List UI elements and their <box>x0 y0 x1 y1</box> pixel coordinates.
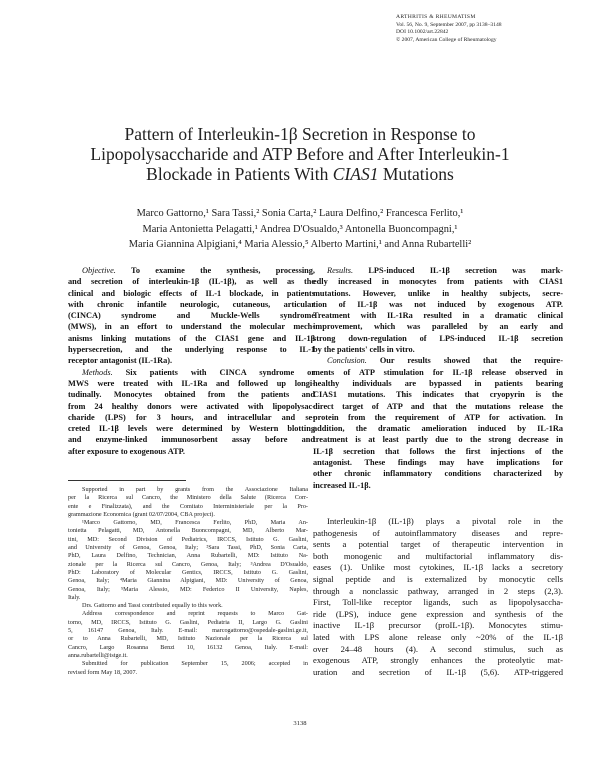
body-line: eases (1). Unlike most cytokines, IL-1β lacks a secretory <box>313 562 563 573</box>
abstract-line: treatment is at least partly due to the strong decrease in <box>313 435 563 445</box>
journal-volume: Vol. 56, No. 9, September 2007, pp 3138–3148 <box>396 21 502 28</box>
introduction-text <box>313 516 563 678</box>
footnote-line: tonietta Pelagatti, MD, Antonella Buoncompagni, MD, Alberto Mar- <box>68 527 308 535</box>
abstract-line: after exposure to exogenous ATP. <box>68 446 185 456</box>
abstract-line: hypersecretion, and the underlying response to IL-1 <box>68 345 315 355</box>
body-line: exogenous ATP, strongly enhances the proteolytic mat- <box>313 655 563 666</box>
journal-doi: DOI 10.1002/art.22842 <box>396 29 449 36</box>
abstract-left-column <box>68 265 315 457</box>
abstract-line: MWS were treated with IL-1Ra and followed up longi- <box>68 378 315 388</box>
abstract-left-text <box>68 265 315 457</box>
abstract-line: strong down-regulation of LPS-induced IL-1β secretion <box>313 333 563 343</box>
footnote-line: ente e Finalizzata), and the Comitato Interministeriale per la Pro- <box>68 502 308 510</box>
footnote-line: or to Anna Rubartelli, MD, Istituto Nazionale per la Ricerca sul <box>68 635 308 643</box>
abstract-section-label: Objective. <box>82 266 116 275</box>
title-line-3: Blockade in Patients With CIAS1 Mutations <box>146 164 454 184</box>
footnote-line: Genoa, Italy; ⁴Maria Giannina Alpigiani, MD: University of Genoa, <box>68 577 308 585</box>
footnote-line: PhD, Laura Delfino, Technician, Anna Rubartelli, MD: Istituto Na- <box>68 552 308 560</box>
abstract-line: direct target of ATP and that the mutations release the <box>313 401 563 411</box>
authors-line-2: Maria Antonietta Pelagatti,¹ Andrea D'Osualdo,³ Antonella Buoncompagni,¹ <box>142 223 458 235</box>
journal-header <box>396 14 596 44</box>
abstract-line: antagonist. These findings may have implications for <box>313 458 563 468</box>
abstract-line: Methods. Six patients with CINCA syndrome or <box>82 367 315 377</box>
body-line: First, Toll-like receptor ligands, such as lipopolysaccha- <box>313 597 563 608</box>
footnote-line: Italy. <box>68 593 81 601</box>
article-title <box>40 124 560 184</box>
body-line: Interleukin-1β (IL-1β) plays a pivotal role in the <box>327 516 563 526</box>
body-line: pathogenesis of autoinflammatory diseases and repre- <box>313 527 563 538</box>
abstract-right-column <box>313 265 563 491</box>
footnote-line: revised form May 18, 2007. <box>68 668 138 676</box>
footnote-divider <box>68 480 186 481</box>
footnotes <box>68 480 308 677</box>
journal-copyright: © 2007, American College of Rheumatology <box>396 36 497 43</box>
footnote-line: Cancro, Largo Rosanna Benzi 10, 16132 Genoa, Italy. E-mail: <box>68 643 308 651</box>
abstract-line: tudinally. Monocytes obtained from the patients and <box>68 390 315 400</box>
abstract-line: protein from the requirement of ATP for activation. In <box>313 412 563 422</box>
title-line-2: Lipopolysaccharide and ATP Before and After Interleukin-1 <box>90 144 510 164</box>
body-line: ride (LPS), induce gene expression and synthesis of the <box>313 608 563 619</box>
abstract-line: tion of IL-1β was not induced by exogenous ATP. <box>313 299 563 309</box>
footnote-line: zionale per la Ricerca sul Cancro, Genoa, Italy; ³Andrea D'Osualdo, <box>68 560 308 568</box>
abstract-right-text <box>313 265 563 491</box>
footnote-line: Drs. Gattorno and Tassi contributed equally to this work. <box>82 602 223 610</box>
abstract-section-label: Methods. <box>82 367 113 377</box>
abstract-line: edly increased in monocytes from patients with CIAS1 <box>313 277 563 287</box>
abstract-line: other chronic inflammatory conditions characterized by <box>313 469 563 479</box>
body-line: lated with LPS alone release only ~20% of the IL-1β <box>313 631 563 642</box>
abstract-line: IL-1β secretion that follows the first injections of the <box>313 446 563 456</box>
body-line: signal peptide and is externalized by monocytic cells <box>313 573 563 584</box>
abstract-line: Results. LPS-induced IL-1β secretion was mark- <box>327 266 563 275</box>
body-line: both monogenic and multifactorial inflammatory dis- <box>313 550 563 561</box>
abstract-line: ments of ATP stimulation for IL-1β release observed in <box>313 367 563 377</box>
abstract-line: addition, the dramatic amelioration induced by IL-1Ra <box>313 424 563 434</box>
abstract-line: creted IL-1β levels were determined by Western blotting <box>68 424 315 434</box>
abstract-line: clinical and biologic effects of IL-1 blockade, in patients <box>68 288 315 298</box>
abstract-line: healthy individuals are bypassed in patients bearing <box>313 378 563 388</box>
footnote-line: 5, 16147 Genoa, Italy. E-mail: marcogattorno@ospedale-gaslini.ge.it, <box>68 627 308 635</box>
author-list <box>40 206 560 253</box>
abstract-line: (MWS), in an effort to understand the molecular mech- <box>68 322 315 332</box>
body-line: sents a potential target of therapeutic intervention in <box>313 539 563 550</box>
authors-line-1: Marco Gattorno,¹ Sara Tassi,² Sonia Carta,² Laura Delfino,² Francesca Ferlito,¹ <box>136 208 464 219</box>
abstract-line: Conclusion. Our results showed that the require- <box>327 356 563 366</box>
footnote-line: Genoa, Italy; ⁵Maria Alessio, MD: Federico II University, Naples, <box>68 585 308 593</box>
abstract-line: charide (LPS) for 3 hours, and intracellular and se- <box>68 412 315 422</box>
abstract-line: and secretion of interleukin-1β (IL-1β), as well as the <box>68 277 315 287</box>
footnote-text <box>68 486 308 677</box>
abstract-line: improvement, which was paralleled by an early and <box>313 322 563 332</box>
footnote-line: grammazione Economica (grant 02/07/2004, CBA project). <box>68 510 215 518</box>
footnote-line: anna.rubartelli@istge.it. <box>68 651 128 659</box>
abstract-line: by the patients' cells in vitro. <box>313 345 415 355</box>
footnote-line: Submitted for publication September 15, 2006; accepted in <box>82 660 308 668</box>
abstract-section-label: Results. <box>327 266 354 275</box>
abstract-line: increased IL-1β. <box>313 480 371 490</box>
journal-name: ARTHRITIS & RHEUMATISM <box>396 14 476 20</box>
footnote-line: ¹Marco Gattorno, MD, Francesca Ferlito, PhD, Maria An- <box>82 519 308 527</box>
abstract-line: and enzyme-linked immunosorbent assay before and <box>68 435 315 445</box>
footnote-line: tini, MD: Second Division of Pediatrics, IRCCS, Istituto G. Gaslini, <box>68 535 308 543</box>
abstract-line: (CINCA) syndrome and Muckle-Wells syndrome <box>68 311 315 321</box>
body-line: inactive IL-1β precursor (proIL-1β). Monocytes stimu- <box>313 620 563 631</box>
footnote-line: Address correspondence and reprint requests to Marco Gat- <box>82 610 308 618</box>
footnote-line: Supported in part by grants from the Associazione Italiana <box>82 486 308 493</box>
abstract-line: Treatment with IL-1Ra resulted in a dramatic clinical <box>313 311 563 321</box>
abstract-line: from 24 healthy donors were activated with lipopolysac- <box>68 401 315 411</box>
footnote-line: torno, MD, IRCCS, Istituto G. Gaslini, Pediatria II, Largo G. Gaslini <box>68 618 308 626</box>
abstract-line: Objective. To examine the synthesis, processing, <box>82 266 315 275</box>
abstract-line: with chronic infantile neurologic, cutaneous, articular <box>68 299 315 309</box>
footnote-line: and University of Genoa, Genoa, Italy; ²Sara Tassi, PhD, Sonia Carta, <box>68 544 308 552</box>
footnote-line: PhD: Laboratory of Molecular Gentics, IRCCS, Istituto G. Gaslini, <box>68 568 308 576</box>
body-line: uration and secretion of IL-1β (5,6). ATP-triggered <box>313 666 563 677</box>
footnote-line: per la Ricerca sul Cancro, the Ministero della Salute (Ricerca Corr- <box>68 494 308 502</box>
title-line-1: Pattern of Interleukin-1β Secretion in Response to <box>124 124 476 144</box>
abstract-line: CIAS1 mutations. This indicates that cryopyrin is the <box>313 390 563 400</box>
body-line: through a nonclassic pathway, arranged in 2 steps (2,3). <box>313 585 563 596</box>
body-line: over 24–48 hours (4). A second stimulus, such as <box>313 643 563 654</box>
abstract-section-label: Conclusion. <box>327 356 367 366</box>
abstract-line: mutations. However, unlike in healthy subjects, secre- <box>313 288 563 298</box>
abstract-line: receptor antagonist (IL-1Ra). <box>68 356 173 366</box>
page-number: 3138 <box>293 720 307 727</box>
abstract-line: anisms linking mutations of the CIAS1 gene and IL-1β <box>68 333 315 343</box>
authors-line-3: Maria Giannina Alpigiani,⁴ Maria Alessio,⁵ Alberto Martini,¹ and Anna Rubartelli² <box>128 239 472 250</box>
